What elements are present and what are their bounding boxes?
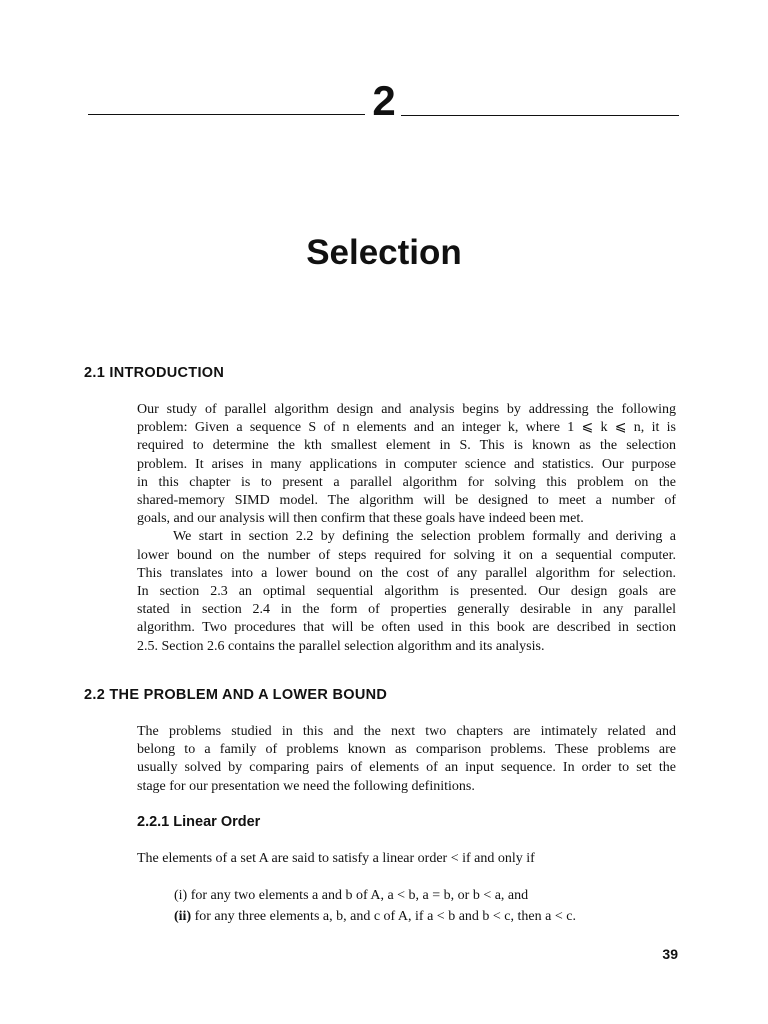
text-line: Our study of parallel algorithm design and analysis begins by addressing the following <box>137 402 676 417</box>
section-heading-introduction: 2.1 INTRODUCTION <box>84 365 225 381</box>
introduction-paragraph-2 <box>137 528 676 655</box>
chapter-title: Selection <box>306 233 462 272</box>
chapter-rule-left <box>88 114 365 115</box>
text-line: lower bound on the number of steps required for solving it on a sequential computer. <box>137 547 676 563</box>
text-line: shared-memory SIMD model. The algorithm will be designed to meet a number of <box>137 492 676 508</box>
text-line: problem: Given a sequence S of n elements and an integer k, where 1 ⩽ k ⩽ n, it is <box>137 420 676 436</box>
text-line: in this chapter is to present a parallel algorithm for solving this problem on the <box>137 474 676 490</box>
text-line: In section 2.3 an optimal sequential algorithm is presented. Our design goals are <box>137 583 676 599</box>
text-line: The problems studied in this and the next two chapters are intimately related and <box>137 724 676 739</box>
text-line: This translates into a lower bound on the cost of any parallel algorithm for selection. <box>137 565 676 581</box>
list-item-text: for any three elements a, b, and c of A, if a < b and b < c, then a < c. <box>191 909 576 924</box>
section-heading-problem-lower-bound: 2.2 THE PROBLEM AND A LOWER BOUND <box>84 687 388 703</box>
list-item <box>174 906 694 927</box>
text-line: The elements of a set A are said to satisfy a linear order < if and only if <box>137 851 535 866</box>
text-line: We start in section 2.2 by defining the selection problem formally and deriving a <box>173 529 676 545</box>
list-item-number: (ii) <box>174 909 192 924</box>
page-number: 39 <box>662 946 678 962</box>
text-line: stage for our presentation we need the following definitions. <box>137 778 475 794</box>
linear-order-intro <box>137 850 676 868</box>
text-line: stated in section 2.4 in the form of properties generally desirable in any parallel <box>137 602 676 618</box>
text-line: 2.5. Section 2.6 contains the parallel selection algorithm and its analysis. <box>137 638 545 654</box>
text-line: required to determine the kth smallest element in S. This is known as the selection <box>137 438 676 454</box>
subsection-heading-linear-order: 2.2.1 Linear Order <box>137 814 261 830</box>
text-line: usually solved by comparing pairs of elements of an input sequence. In order to set the <box>137 760 676 776</box>
list-item <box>174 885 694 906</box>
text-line: belong to a family of problems known as comparison problems. These problems are <box>137 742 676 758</box>
introduction-paragraph-1 <box>137 401 676 528</box>
list-item-text: for any two elements a and b of A, a < b, a = b, or b < a, and <box>187 888 529 903</box>
text-line: goals, and our analysis will then confirm that these goals have indeed been met. <box>137 511 584 527</box>
text-line: algorithm. Two procedures that will be often used in this book are described in section <box>137 620 676 636</box>
list-item-number: (i) <box>174 888 188 903</box>
text-line: problem. It arises in many applications in computer science and statistics. Our purpose <box>137 456 676 472</box>
chapter-rule-right <box>401 115 679 116</box>
linear-order-conditions <box>174 885 694 927</box>
problem-paragraph <box>137 723 676 796</box>
chapter-number: 2 <box>372 77 396 124</box>
